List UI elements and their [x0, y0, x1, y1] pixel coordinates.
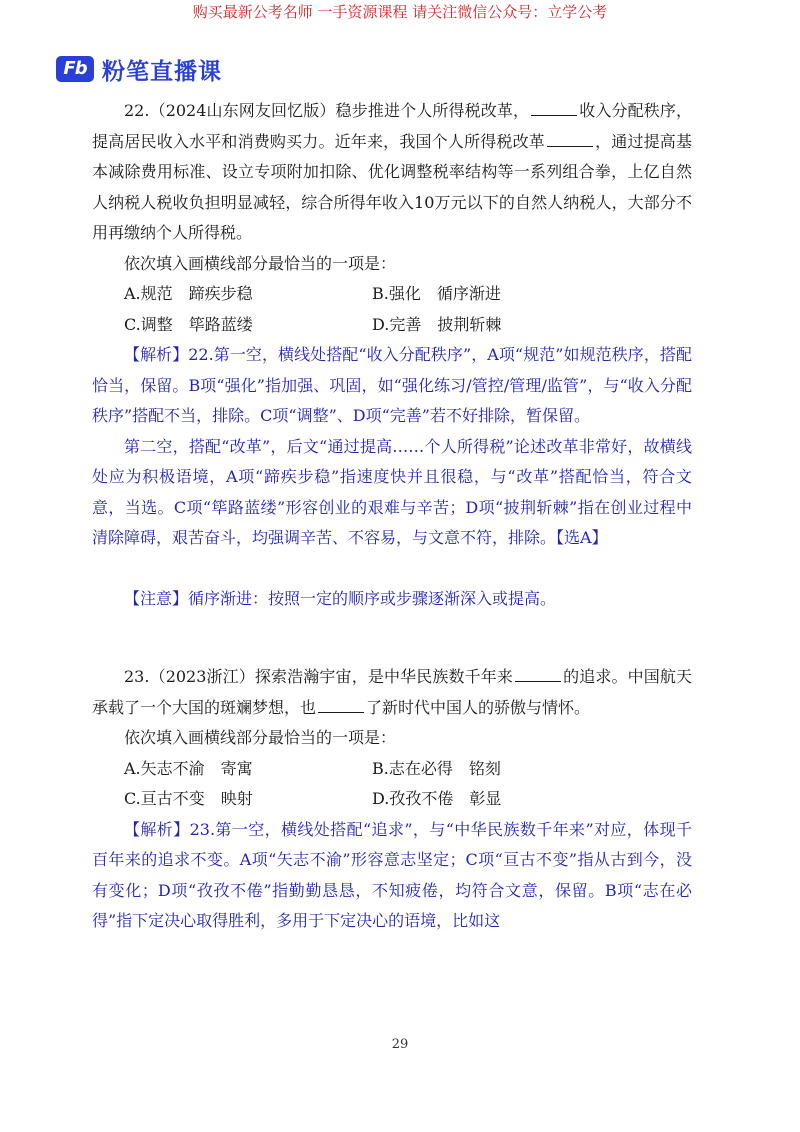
option-a: A.规范 蹄疾步稳: [124, 284, 253, 303]
question-23-prompt: 依次填入画横线部分最恰当的一项是：: [124, 728, 397, 747]
question-22-prompt: 依次填入画横线部分最恰当的一项是：: [124, 253, 397, 273]
option-c: C.亘古不变 映射: [124, 789, 253, 808]
option-b: B.强化 循序渐进: [372, 284, 501, 303]
top-banner: 购买最新公考名师 一手资源课程 请关注微信公众号：立学公考: [192, 3, 608, 21]
question-22-analysis-1: 【解析】22.第一空，横线处搭配“收入分配秩序”，A项“规范”如规范秩序，搭配恰当，保留。B项“强化”指加强、巩固，如“强化练习/管控/管理/监管”，与“收入分配秩序”搭配不当，排除。C项“调整”、D项“完善”若不好排除，暂保留。: [92, 345, 692, 425]
spacer: [92, 554, 692, 584]
page-number: 29: [391, 1037, 409, 1052]
question-22-stem-part: 收入分配秩序，提高居民收入水平和消费购买力。近年来，我国个人所得税改革: [92, 101, 692, 151]
question-22-analysis-2: 第二空，搭配“改革”，后文“通过提高……个人所得税”论述改革非常好，故横线处应为积极语境，A项“蹄疾步稳”指速度快并且很稳，与“改革”搭配恰当，符合文意，当选。C项“筚路蓝缕”形容创业的艰难与辛苦；D项“披荆斩棘”指在创业过程中清除障碍，艰苦奋斗，均强调辛苦、不容易，与文意不符，排除。【选A】: [92, 436, 692, 547]
option-d: D.完善 披荆斩棘: [372, 314, 502, 334]
spacer: [92, 614, 692, 644]
spacer: [92, 644, 692, 662]
option-c: C.调整 筚路蓝缕: [124, 314, 253, 334]
brand-logo: [56, 54, 222, 84]
answer-blank: [531, 97, 577, 116]
question-23-stem-part: 了新时代中国人的骄傲与情怀。: [366, 697, 591, 717]
question-23-stem-part: 23.（2023浙江）探索浩瀚宇宙，是中华民族数千年来: [124, 667, 513, 686]
question-23-stem-part: 的追求。中国航天承载了一个大国的斑斓梦想，也: [92, 667, 692, 717]
question-22-note: 【注意】循序渐进：按照一定的顺序或步骤逐渐深入或提高。: [124, 588, 557, 608]
question-22-stem-part: ，通过提高基本减除费用标准、设立专项附加扣除、优化调整税率结构等一系列组合拳，上亿自然人纳税人税收负担明显减轻，综合所得年收入10万元以下的自然人纳税人，大部分不用再缴纳个人所得税。: [92, 131, 692, 242]
question-22-stem-part: 22.（2024山东网友回忆版）稳步推进个人所得税改革，: [124, 101, 530, 120]
option-d: D.孜孜不倦 彰显: [372, 789, 502, 808]
question-22-options: [92, 279, 692, 340]
question-23-options: [92, 754, 692, 815]
option-b: B.志在必得 铭刻: [372, 758, 501, 778]
question-22-stem: [92, 96, 692, 249]
answer-blank: [515, 663, 561, 682]
question-23-analysis-1: 【解析】23.第一空，横线处搭配“追求”，与“中华民族数千年来”对应，体现千百年来的追求不变。A项“矢志不渝”形容意志坚定；C项“亘古不变”指从古到今，没有变化；D项“孜孜不倦”指勤勤恳恳，不知疲倦，均符合文意，保留。B项“志在必得”指下定决心取得胜利，多用于下定决心的语境，比如这: [92, 819, 692, 930]
fenbi-logo-icon: Fb: [56, 56, 94, 82]
option-a: A.矢志不渝 寄寓: [124, 758, 253, 778]
question-23-stem: [92, 662, 692, 723]
answer-blank: [318, 694, 364, 713]
answer-blank: [547, 128, 593, 147]
brand-name: 粉笔直播课: [102, 58, 222, 85]
page-content: [92, 96, 692, 937]
